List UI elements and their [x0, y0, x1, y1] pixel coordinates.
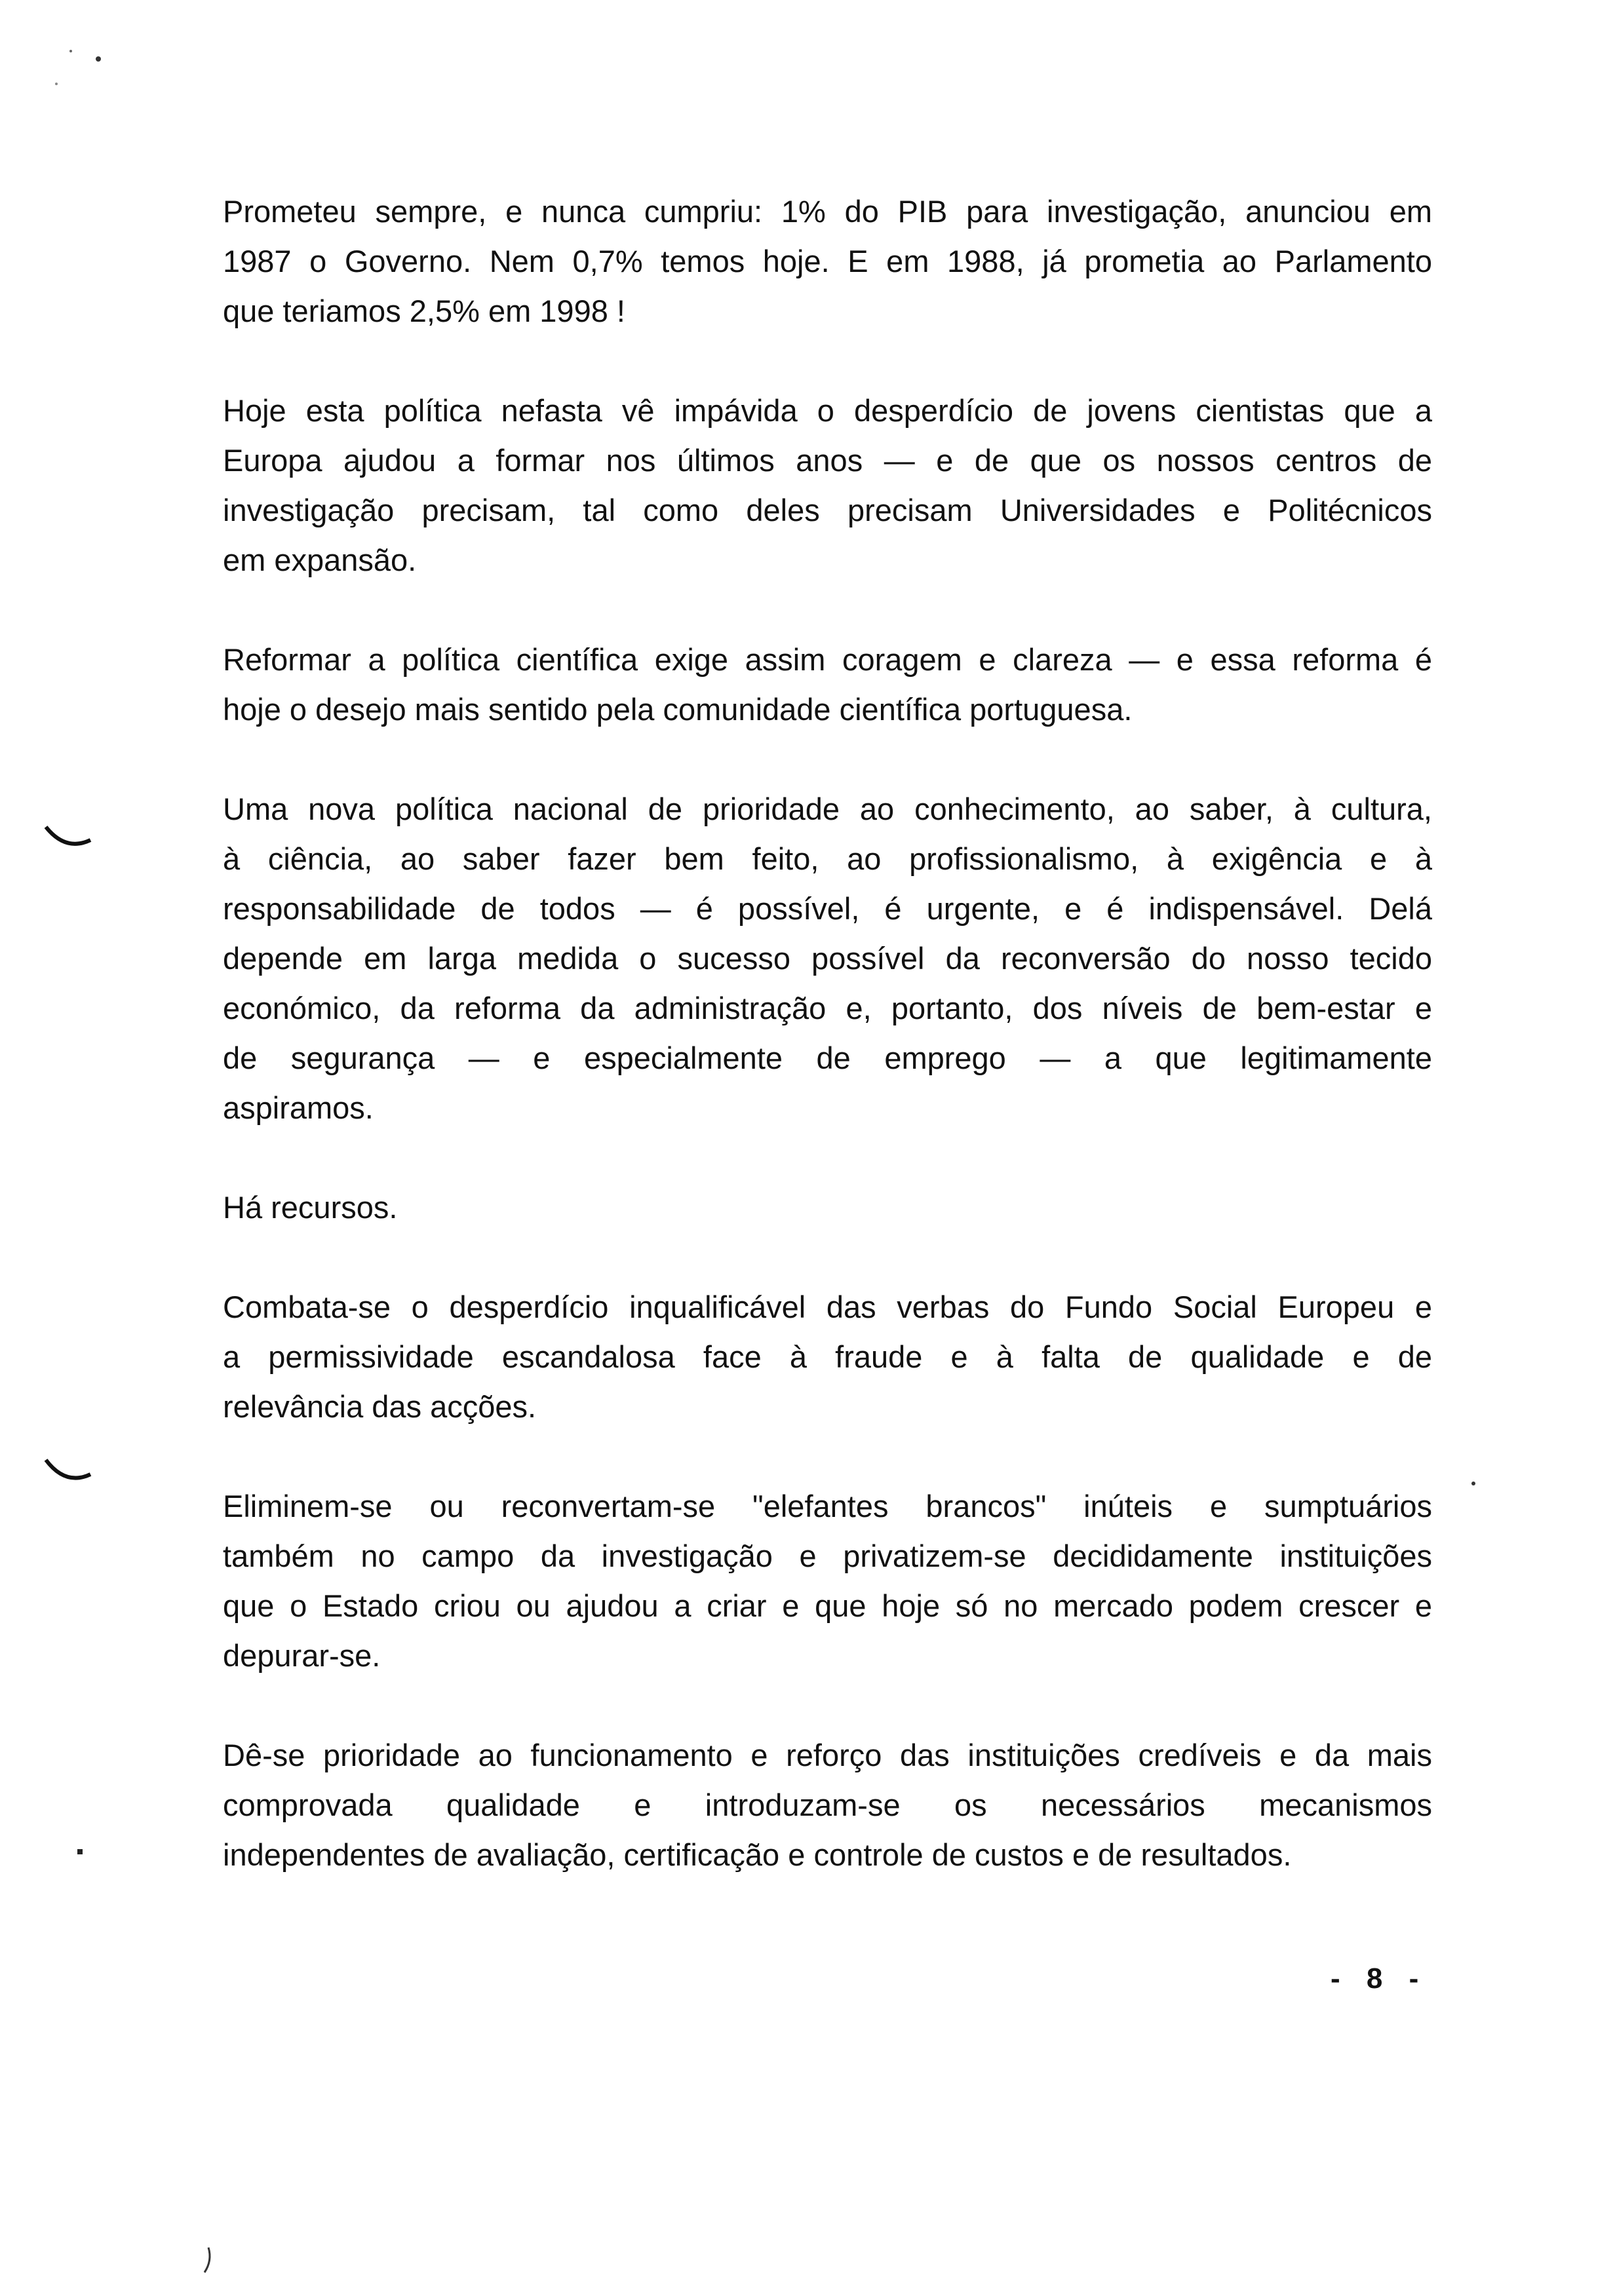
text-line: aspiramos.: [223, 1090, 374, 1125]
text-line: Europa ajudou a formar nos últimos anos — e de que os nossos centros de: [223, 443, 1432, 478]
text-line: 1987 o Governo. Nem 0,7% temos hoje. E em 1988, já prometia ao Parlamento: [223, 244, 1432, 278]
text-line: que teriamos 2,5% em 1998 !: [223, 294, 625, 328]
text-line: hoje o desejo mais sentido pela comunidade científica portuguesa.: [223, 692, 1133, 727]
paragraph: [223, 1183, 1432, 1233]
text-line: a permissividade escandalosa face à fraude e à falta de qualidade e de: [223, 1339, 1432, 1374]
text-line: à ciência, ao saber fazer bem feito, ao profissionalismo, à exigência e à: [223, 841, 1432, 876]
text-line: Uma nova política nacional de prioridade ao conhecimento, ao saber, à cultura,: [223, 792, 1432, 826]
text-line: Combata-se o desperdício inqualificável das verbas do Fundo Social Europeu e: [223, 1290, 1432, 1324]
text-line: de segurança — e especialmente de emprego — a que legitimamente: [223, 1041, 1432, 1075]
paragraph: [223, 1731, 1432, 1880]
text-line: Prometeu sempre, e nunca cumpriu: 1% do PIB para investigação, anunciou em: [223, 194, 1432, 229]
document-body: [223, 187, 1432, 1930]
page-number: - 8 -: [1331, 1962, 1428, 1995]
text-line: responsabilidade de todos — é possível, é urgente, e é indispensável. Delá: [223, 891, 1432, 926]
paragraph: [223, 1282, 1432, 1432]
text-line: Dê-se prioridade ao funcionamento e reforço das instituições credíveis e da mais: [223, 1738, 1432, 1772]
paragraph: [223, 187, 1432, 336]
text-line: depurar-se.: [223, 1638, 381, 1673]
paragraph: [223, 784, 1432, 1133]
text-line: Há recursos.: [223, 1190, 398, 1225]
text-line: comprovada qualidade e introduzam-se os necessários mecanismos: [223, 1788, 1432, 1822]
text-line: depende em larga medida o sucesso possível da reconversão do nosso tecido: [223, 941, 1432, 976]
text-line: também no campo da investigação e privatizem-se decididamente instituições: [223, 1539, 1432, 1573]
paragraph: [223, 386, 1432, 585]
text-line: que o Estado criou ou ajudou a criar e que hoje só no mercado podem crescer e: [223, 1588, 1432, 1623]
text-line: independentes de avaliação, certificação e controle de custos e de resultados.: [223, 1837, 1292, 1872]
text-line: económico, da reforma da administração e, portanto, dos níveis de bem-estar e: [223, 991, 1432, 1025]
text-line: investigação precisam, tal como deles precisam Universidades e Politécnicos: [223, 493, 1432, 527]
text-line: Hoje esta política nefasta vê impávida o desperdício de jovens cientistas que a: [223, 393, 1432, 428]
text-line: Reformar a política científica exige assim coragem e clareza — e essa reforma é: [223, 642, 1432, 677]
paragraph: [223, 635, 1432, 735]
text-line: em expansão.: [223, 543, 417, 577]
text-line: Eliminem-se ou reconvertam-se "elefantes brancos" inúteis e sumptuários: [223, 1489, 1432, 1523]
paragraph: [223, 1482, 1432, 1681]
text-line: relevância das acções.: [223, 1389, 537, 1424]
